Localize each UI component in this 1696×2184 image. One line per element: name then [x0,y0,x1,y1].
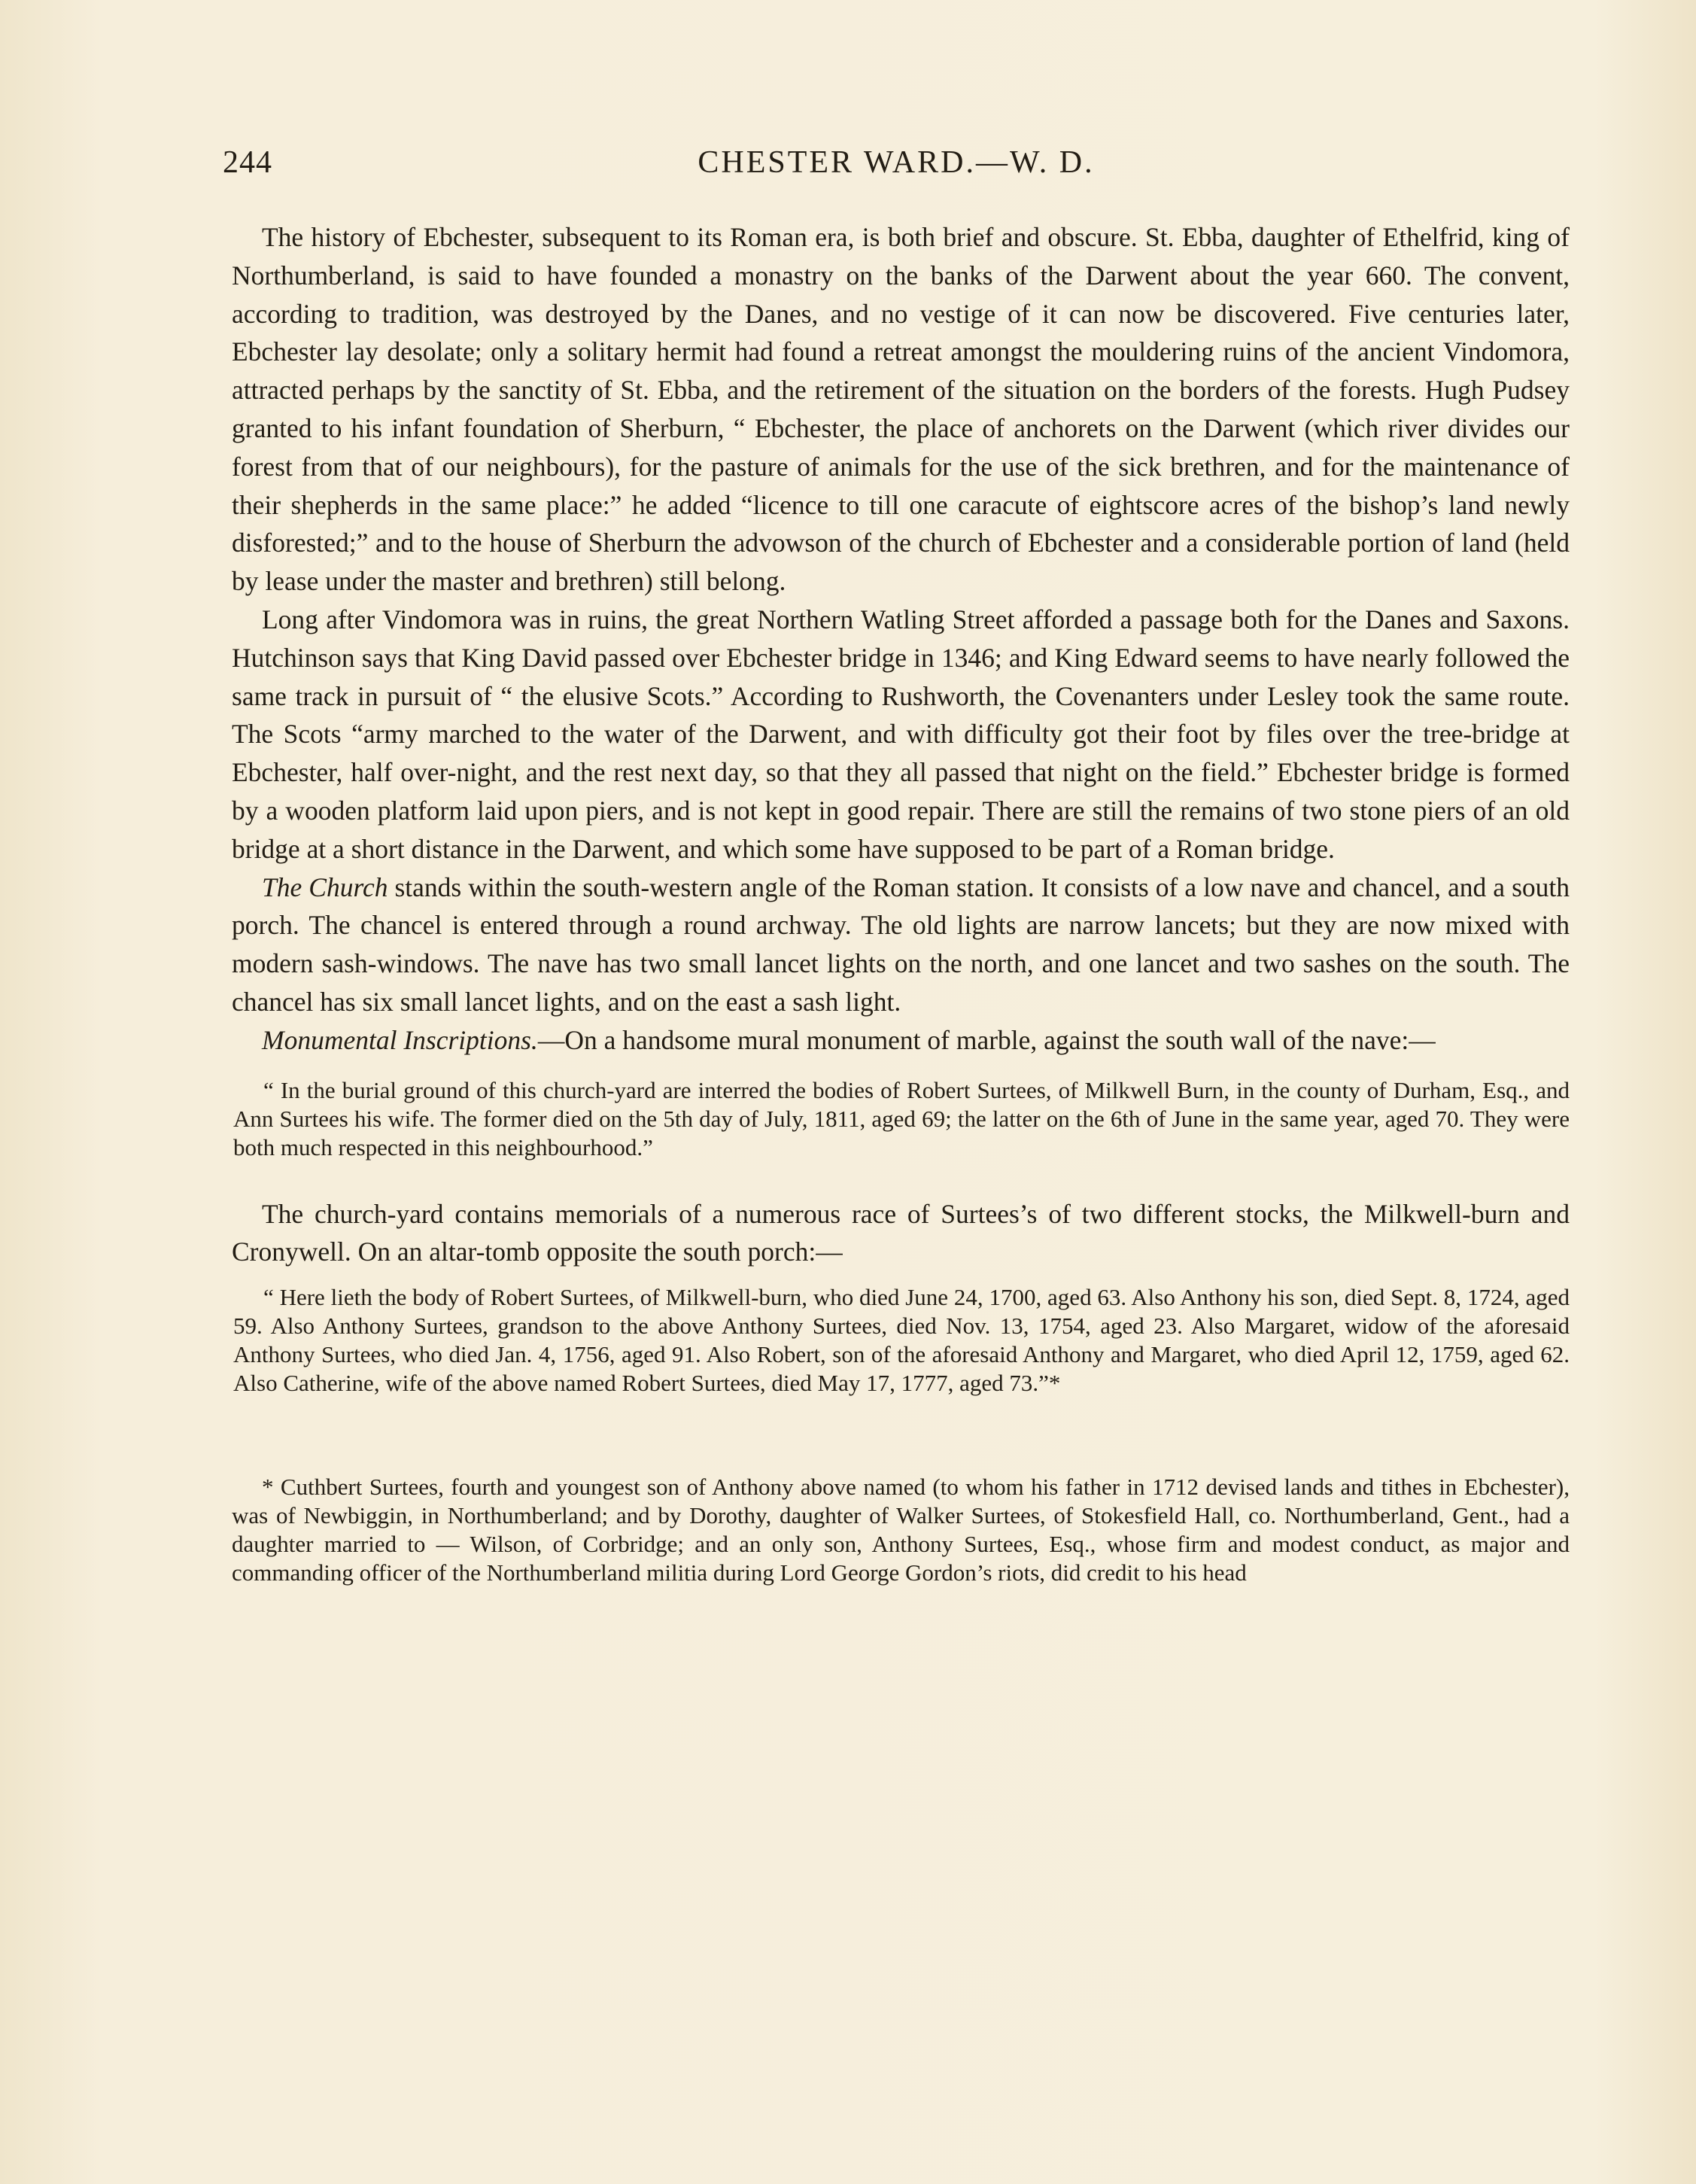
page-number: 244 [223,145,272,180]
church-text: stands within the south-western angle of the Roman station. It consists of a low nave and chancel, and a south porch. The chancel is entered through a round archway. The old lights are narrow lancets; but they are now mixed with modern sash-windows. The nave has two small lancet lights on the north, and one lancet and two sashes on the south. The chancel has six small lancet lights, and on the east a sash light. [232,871,1570,1017]
footnote-cuthbert-surtees: * Cuthbert Surtees, fourth and youngest son of Anthony above named (to whom his father in 1712 devised lands and tithes in Ebchester), was of Newbiggin, in Northumberland; and by Dorothy, daughter of Walker Surtees, of Stokesfield Hall, co. Northumberland, Gent., had a daughter married to — Wilson, of Corbridge; and an only son, Anthony Surtees, Esq., whose firm and modest conduct, as major and commanding officer of the Northumberland militia during Lord George Gordon’s riots, did credit to his head [232,1474,1570,1586]
paragraph-monumental-inscriptions [232,1021,1570,1060]
church-heading: The Church [262,871,388,902]
page-header [223,144,1570,190]
inscription-robert-ann-surtees: “ In the burial ground of this church-yard are interred the bodies of Robert Surtees, of Milkwell Burn, in the county of Durham, Esq., and Ann Surtees his wife. The former died on the 5th day of July, 1811, aged 69; the latter on the 6th of June in the same year, aged 70. They were both much respected in this neighbourhood.” [233,1076,1570,1160]
monumental-inscriptions-heading: Monumental Inscriptions. [262,1024,538,1055]
footnote-spacer [232,1398,1570,1473]
paragraph-ebchester-history: The history of Ebchester, subsequent to its Roman era, is both brief and obscure. St. Ebba, daughter of Ethelfrid, king of Northumberland, is said to have founded a monastry on the banks of the Darwent about the year 660. The convent, according to tradition, was destroyed by the Danes, and no vestige of it can now be discovered. Five centuries later, Ebchester lay desolate; only a solitary hermit had found a retreat amongst the mouldering ruins of the ancient Vindomora, attracted perhaps by the sanctity of St. Ebba, and the retirement of the situation on the borders of the forests. Hugh Pudsey granted to his infant foundation of Sherburn, “ Ebchester, the place of anchorets on the Darwent (which river divides our forest from that of our neighbours), for the pasture of animals for the use of the sick brethren, and for the maintenance of their shepherds in the same place:” he added “licence to till one caracute of eightscore acres of the bishop’s land newly disforested;” and to the house of Sherburn the advowson of the church of Ebchester and a considerable portion of land (held by lease under the master and brethren) still belong. [232,222,1570,597]
monumental-inscriptions-text: —On a handsome mural monument of marble, against the south wall of the nave:— [537,1024,1436,1055]
inscription-altar-tomb: “ Here lieth the body of Robert Surtees, of Milkwell-burn, who died June 24, 1700, aged 63. Also Anthony his son, died Sept. 8, 1724, aged 59. Also Anthony Surtees, grandson to the above Anthony Surtees, died Nov. 13, 1754, aged 23. Also Margaret, widow of the aforesaid Anthony Surtees, who died Jan. 4, 1756, aged 91. Also Robert, son of the aforesaid Anthony and Margaret, who died April 12, 1759, aged 62. Also Catherine, wife of the above named Robert Surtees, died May 17, 1777, aged 73.”* [233,1284,1570,1397]
body-text [232,218,1570,1587]
paragraph-watling-street: Long after Vindomora was in ruins, the great Northern Watling Street afforded a passage both for the Danes and Saxons. Hutchinson says that King David passed over Ebchester bridge in 1346; and King Edward seems to have nearly followed the same track in pursuit of “ the elusive Scots.” According to Rushworth, the Covenanters under Lesley took the same route. The Scots “army marched to the water of the Darwent, and with difficulty got their foot by files over the tree-bridge at Ebchester, half over-night, and the rest next day, so that they all passed that night on the field.” Ebchester bridge is formed by a wooden platform laid upon piers, and is not kept in good repair. There are still the remains of two stone piers of an old bridge at a short distance in the Darwent, and which some have supposed to be part of a Roman bridge. [232,604,1570,864]
running-title: CHESTER WARD.—W. D. [698,145,1095,180]
paragraph-church-yard: The church-yard contains memorials of a numerous race of Surtees’s of two different stocks, the Milkwell-burn and Cronywell. On an altar-tomb opposite the south porch:— [232,1198,1570,1267]
paragraph-church [232,868,1570,1021]
